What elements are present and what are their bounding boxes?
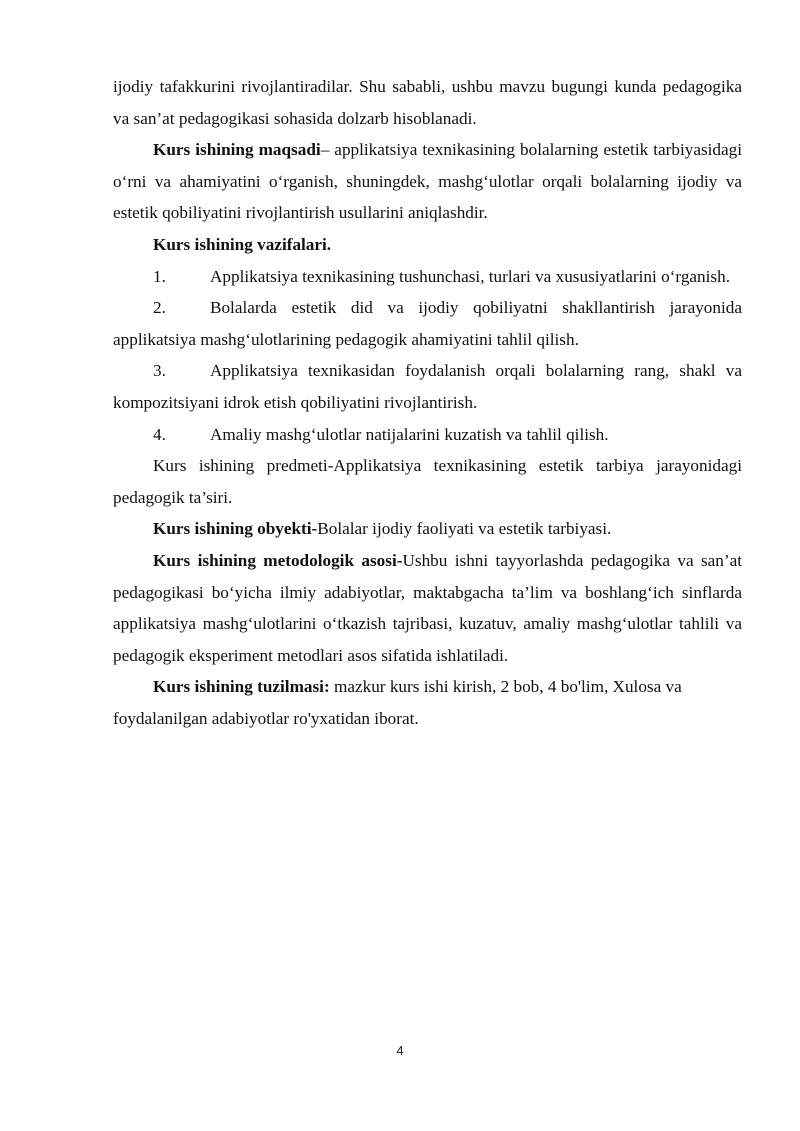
task-number: 2. <box>153 298 166 318</box>
paragraph-methodology <box>113 545 742 671</box>
paragraph-subject: Kurs ishining predmeti-Applikatsiya texnikasining estetik tarbiya jarayonidagi pedagogik ta’siri. <box>113 456 742 507</box>
task-text: Amaliy mashg‘ulotlar natijalarini kuzatish va tahlil qilish. <box>210 424 609 444</box>
paragraph-intro-continuation: ijodiy tafakkurini rivojlantiradilar. Shu sababli, ushbu mavzu bugungi kunda pedagogika va san’at pedagogikasi sohasida dolzarb hisoblanadi. <box>113 77 742 128</box>
task-text: Applikatsiya texnikasidan foydalanish orqali bolalarning rang, shakl va kompozitsiyani idrok etish qobiliyatini rivojlantirish. <box>113 361 742 412</box>
task-item-4 <box>113 419 742 451</box>
task-text: Applikatsiya texnikasining tushunchasi, turlari va xususiyatlarini o‘rganish. <box>210 266 730 286</box>
task-number: 1. <box>153 266 166 286</box>
task-item-1 <box>113 261 742 293</box>
task-item-3 <box>113 355 742 418</box>
page-number: 4 <box>396 1043 404 1058</box>
paragraph-object <box>113 513 742 545</box>
goal-text: – applikatsiya texnikasining bolalarning estetik tarbiyasidagi o‘rni va ahamiyatini o‘rganish, shuningdek, mashg‘ulotlar orqali bolalarning ijodiy va estetik qobiliyatini rivojlantirish usullarini aniqlashdir. <box>113 140 743 223</box>
paragraph-structure <box>113 671 742 734</box>
goal-label: Kurs ishining maqsadi <box>153 140 321 160</box>
structure-text: mazkur kurs ishi kirish, 2 bob, 4 bo'lim, Xulosa va foydalanilgan adabiyotlar ro'yxatidan iborat. <box>113 677 682 728</box>
document-page <box>113 71 742 734</box>
methodology-text: Ushbu ishni tayyorlashda pedagogika va san’at pedagogikasi bo‘yicha ilmiy adabiyotlar, maktabgacha ta’lim va boshlang‘ich sinflarda applikatsiya mashg‘ulotlarini o‘tkazish tajribasi, kuzatuv, amaliy mashg‘ulotlar tahlili va pedagogik eksperiment metodlari asos sifatida ishlatiladi. <box>113 550 742 665</box>
task-number: 3. <box>153 361 166 381</box>
paragraph-goal <box>113 134 742 229</box>
object-text: Bolalar ijodiy faoliyati va estetik tarbiyasi. <box>317 519 612 539</box>
task-item-2 <box>113 292 742 355</box>
tasks-label: Kurs ishining vazifalari. <box>153 234 332 254</box>
methodology-label: Kurs ishining metodologik asosi- <box>153 550 403 570</box>
tasks-heading <box>113 229 742 261</box>
task-number: 4. <box>153 424 166 444</box>
task-text: Bolalarda estetik did va ijodiy qobiliyatni shakllantirish jarayonida applikatsiya mashg‘ulotlarining pedagogik ahamiyatini tahlil qilish. <box>113 298 742 349</box>
object-label: Kurs ishining obyekti- <box>153 519 318 539</box>
structure-label: Kurs ishining tuzilmasi: <box>153 677 330 697</box>
